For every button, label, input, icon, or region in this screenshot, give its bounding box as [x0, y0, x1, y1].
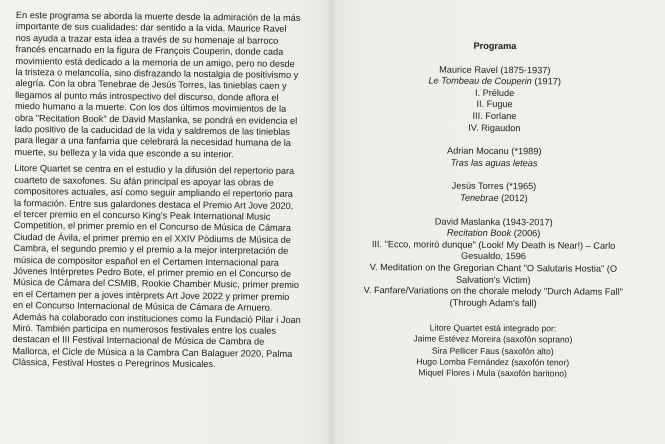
mocanu-work: Tras las aguas leteas	[450, 157, 538, 168]
member-item: Miquel Flores i Mula (saxofón baritono)	[418, 367, 567, 379]
left-column	[12, 10, 328, 377]
maslanka-movement: Gesualdo, 1596	[461, 251, 526, 262]
mocanu-composer: Adrian Mocanu (*1989)	[446, 145, 542, 157]
page-fold	[326, 0, 336, 444]
ravel-movement: II. Fugue	[476, 99, 513, 110]
member-item: Sira Pellicer Faus (saxofón alto)	[431, 345, 554, 357]
maslanka-movement: (Through Adam's fall)	[449, 297, 537, 308]
maslanka-movement: Salvation's Victim)	[455, 274, 531, 285]
member-item: Hugo Lomba Fernández (saxofón tenor)	[416, 356, 570, 368]
torres-work-title: Tenebrae	[460, 192, 499, 203]
ravel-movement: I. Prélude	[474, 87, 515, 98]
members-block	[358, 322, 628, 380]
intro-paragraph: En este programa se aborda la muerte desde la admiración de la más importante de sus cualidades: dar sentido a la vida. Maurice Ravel nos ayuda a trazar esta idea a través de su homenaje al barroco francés encarnado en la figura de François Couperin, donde cada movimiento está dedicado a la memoria de un amigo, pero no desde la tristeza o melancolía, sino disfrazando la nostalgia de positivismo y alegría. Con la obra Tenebrae de Jesús Torres, las tinieblas caen y llegamos al punto más introspectivo del discurso, donde aflora el miedo humano a la muerte. Con los dos últimos movimientos de la obra "Recitation Book" de David Maslanka, se pondrá en evidencia el lado positivo de la caducidad de la vida y saldremos de las tinieblas para llegar a una fanfarria que celebrará la necesidad humana de la muerte, su belleza y la vida que esconde a su interior.	[14, 10, 301, 160]
maslanka-movement: III. "Ecco, morirò dunque" (Look! My Death is Near!) – Carlo	[371, 238, 616, 251]
torres-composer: Jesús Torres (*1965)	[451, 180, 537, 192]
maslanka-block	[358, 216, 629, 311]
quartet-bio-paragraph: Litore Quartet se centra en el estudio y la difusión del repertorio para cuarteto de saxofones. Su afán principal es apoyar las obras de compositores actuales, así como seguir ampliando el repertorio para la formación. Entre sus galardones destaca el Premio Art Jove 2020, el tercer premio en el concurso King's Peak International Music Competition, el primer premio en el Concurso de Música de Cámara Ciudad de Ávila, el primer premio en el XXIV Pòdiums de Música de Cambra, el segundo premio y el premio a la mejor interpretación de música de compositor español en el Certamen Internacional para Jóvenes Intérpretes Pedro Bote, el primer premio en el Concurso de Música de Cámara del CSMIB, Rookie Chamber Music, primer premio en el Certamen per a joves intèrprets Art Jove 2022 y primer premio en el Concurso Internacional de Música de Cámara de Arnuero. Además ha colaborado con instituciones como la Fundació Pilar i Joan Miró. También participa en numerosos festivales entre los cuales destacan el III Festival Internacional de Música de Cambra de Mallorca, el Cicle de Música a la Cambra Can Balaguer 2020, Palma Clàssica, Festival Hostes o Peregrinos Musicales.	[12, 163, 301, 370]
torres-block	[359, 180, 629, 205]
ravel-composer: Maurice Ravel (1875-1937)	[439, 64, 551, 75]
ravel-movement: IV. Rigaudon	[468, 122, 521, 133]
ravel-movement: III. Forlane	[472, 110, 517, 122]
programa-title: Programa	[473, 40, 517, 52]
ravel-work-year: (1917)	[531, 76, 561, 87]
maslanka-composer: David Maslanka (1943-2017)	[434, 216, 553, 227]
programa-column	[358, 40, 630, 380]
maslanka-work-year: (2006)	[511, 228, 541, 239]
torres-work	[359, 192, 629, 205]
maslanka-work-title: Recitation Book	[446, 227, 512, 239]
ravel-block	[359, 64, 629, 135]
maslanka-movement: V. Fanfare/Variations on the chorale melody "Durch Adams Fall"	[363, 285, 623, 297]
members-intro: Litore Quartet está integrado por:	[429, 322, 557, 334]
mocanu-block	[359, 145, 629, 170]
ravel-work-title: Le Tombeau de Couperin	[428, 75, 532, 87]
maslanka-movement: V. Meditation on the Gregorian Chant "O Salutaris Hostia" (O	[369, 261, 618, 274]
member-item: Jaime Estévez Moreira (saxofón soprano)	[413, 333, 573, 345]
torres-work-year: (2012)	[498, 192, 528, 204]
